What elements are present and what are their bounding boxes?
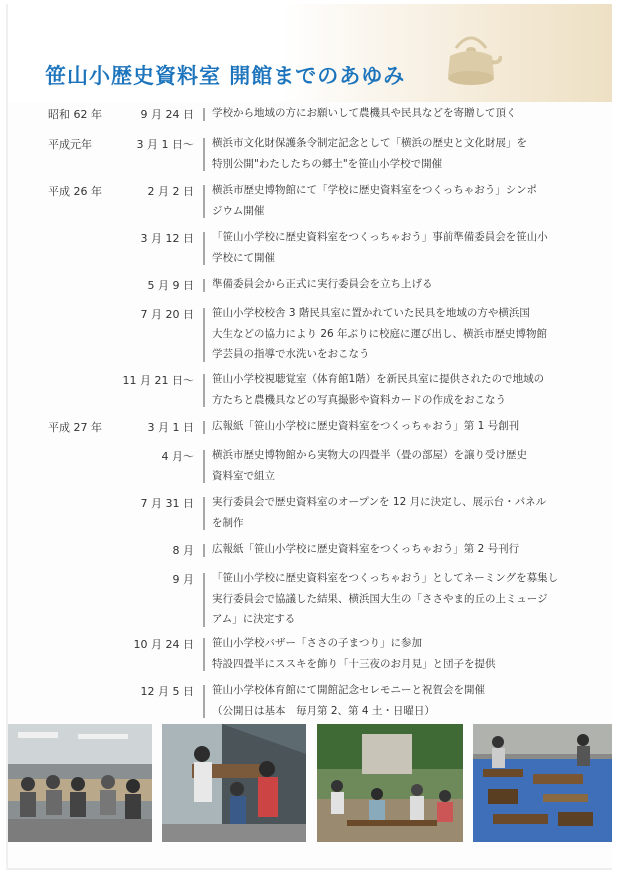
timeline-description-line: 資料室で組立: [212, 469, 275, 482]
timeline-separator: [203, 421, 205, 434]
timeline-date: 5 月 9 日: [147, 279, 194, 292]
timeline-separator: [203, 374, 205, 407]
timeline-description: [212, 633, 578, 674]
timeline-era: 昭和 62 年: [48, 108, 102, 121]
timeline-separator: [203, 185, 205, 218]
timeline-description-line: 学校にて開催: [212, 251, 275, 264]
timeline-description-line: 大生などの協力により 26 年ぶりに校庭に運び出し、横浜市歴史博物館: [212, 327, 548, 340]
timeline-description: [212, 103, 578, 124]
timeline-era: 平成 26 年: [48, 185, 102, 198]
timeline-separator: [203, 638, 205, 671]
timeline-separator: [203, 497, 205, 530]
timeline-date: 2 月 2 日: [147, 185, 194, 198]
timeline-description-line: 特別公開"わたしたちの郷土"を笹山小学校で開催: [212, 157, 443, 170]
timeline-separator: [203, 308, 205, 362]
timeline-separator: [203, 685, 205, 718]
photo-tools-on-tarps: [473, 724, 612, 842]
timeline-separator: [203, 450, 205, 483]
timeline-date: 8 月: [172, 544, 194, 557]
timeline-separator: [203, 108, 205, 121]
timeline-description-line: （公開日は基本 毎月第 2、第 4 土・日曜日）: [212, 704, 435, 717]
timeline-description-line: 笹山小学校バザー「ささの子まつり」に参加: [212, 637, 422, 649]
timeline-date: 7 月 20 日: [140, 308, 194, 321]
timeline-description-line: 広報紙「笹山小学校に歴史資料室をつくっちゃおう」第 2 号刊行: [212, 543, 520, 555]
photo-carrying: [162, 724, 306, 842]
timeline-description: [212, 133, 578, 174]
timeline-description-line: 横浜市文化財保護条令制定記念として「横浜の歴史と文化財展」を: [212, 137, 527, 149]
timeline-description: [212, 539, 578, 560]
timeline-date: 3 月 1 日～: [136, 138, 194, 151]
timeline-separator: [203, 279, 205, 292]
page-sheet: [6, 4, 612, 870]
timeline-date: 11 月 21 日～: [122, 374, 194, 387]
timeline-description: [212, 303, 578, 365]
timeline-description: [212, 416, 578, 437]
timeline-description-line: 笹山小学校校舎 3 階民具室に置かれていた民具を地域の方や横浜国: [212, 307, 530, 319]
timeline-description-line: 笹山小学校体育館にて開館記念セレモニーと祝賀会を開催: [212, 684, 485, 696]
timeline-date: 10 月 24 日: [133, 638, 194, 651]
timeline-date: 12 月 5 日: [140, 685, 194, 698]
timeline-description-line: 実行委員会で歴史資料室のオープンを 12 月に決定し、展示台・パネル: [212, 496, 547, 508]
timeline-description: [212, 227, 578, 268]
timeline-date: 3 月 1 日: [147, 421, 194, 434]
timeline-description: [212, 274, 578, 295]
timeline-era: 平成 27 年: [48, 421, 102, 434]
timeline-date: 7 月 31 日: [140, 497, 194, 510]
timeline-date: 3 月 12 日: [140, 232, 194, 245]
timeline-separator: [203, 573, 205, 627]
timeline-description: [212, 492, 578, 533]
timeline-separator: [203, 544, 205, 557]
page-title: 笹山小歴史資料室 開館までのあゆみ: [45, 64, 406, 88]
timeline-description-line: 横浜市歴史博物館から実物大の四畳半（畳の部屋）を譲り受け歴史: [212, 449, 527, 461]
timeline-description-line: ジウム開催: [212, 204, 265, 217]
timeline-separator: [203, 232, 205, 265]
timeline-description: [212, 680, 578, 721]
timeline-description-line: 「笹山小学校に歴史資料室をつくっちゃおう」事前準備委員会を笹山小: [212, 231, 548, 243]
timeline-description-line: 実行委員会で協議した結果、横浜国大生の「ささやま的丘の上ミュージ: [212, 592, 548, 605]
timeline-description: [212, 180, 578, 221]
timeline-separator: [203, 138, 205, 171]
timeline-description-line: 方たちと農機具などの写真撮影や資料カードの作成をおこなう: [212, 393, 506, 406]
timeline-date: 9 月 24 日: [140, 108, 194, 121]
timeline-description-line: 広報紙「笹山小学校に歴史資料室をつくっちゃおう」第 1 号創刊: [212, 420, 520, 432]
timeline-date: 4 月～: [161, 450, 194, 463]
timeline-description: [212, 445, 578, 486]
timeline-era: 平成元年: [48, 138, 92, 151]
photo-meeting: [8, 724, 152, 842]
timeline-description-line: 特設四畳半にススキを飾り「十三夜のお月見」と団子を提供: [212, 657, 496, 670]
timeline-description-line: 準備委員会から正式に実行委員会を立ち上げる: [212, 278, 433, 290]
timeline-description-line: 笹山小学校視聴覚室（体育館1階）を新民具室に提供されたので地域の: [212, 373, 545, 385]
timeline-description-line: アム」に決定する: [212, 613, 296, 625]
photo-strip: [8, 724, 612, 844]
kettle-icon: [440, 26, 502, 92]
timeline-description-line: 学校から地域の方にお願いして農機具や民具などを寄贈して頂く: [212, 107, 517, 119]
photo-washing: [317, 724, 463, 842]
timeline-description: [212, 568, 578, 630]
timeline-description-line: 学芸員の指導で水洗いをおこなう: [212, 348, 370, 360]
timeline-description-line: 横浜市歴史博物館にて「学校に歴史資料室をつくっちゃおう」シンポ: [212, 184, 538, 196]
timeline-description-line: を制作: [212, 516, 244, 529]
timeline-date: 9 月: [172, 573, 194, 586]
timeline-description-line: 「笹山小学校に歴史資料室をつくっちゃおう」としてネーミングを募集し: [212, 572, 559, 584]
timeline-description: [212, 369, 578, 410]
